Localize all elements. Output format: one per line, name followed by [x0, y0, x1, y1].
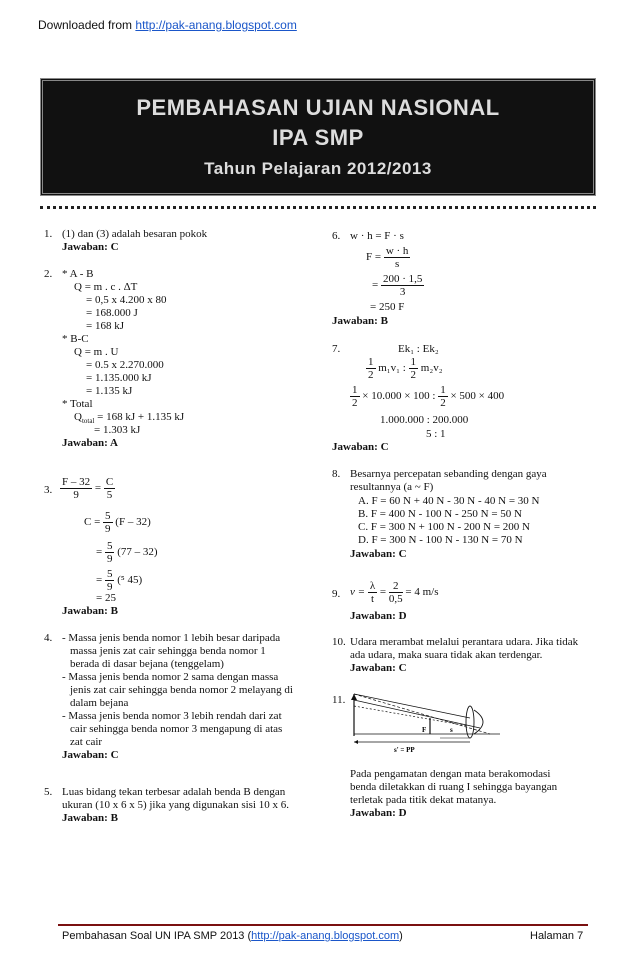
q3-step1: C = $\frac{5}{9}$ (F – 32): [84, 510, 151, 535]
q6-line: w · h = F · s: [350, 230, 404, 242]
source-link[interactable]: http://pak-anang.blogspot.com: [135, 18, 297, 32]
q4-answer: Jawaban: C: [62, 749, 119, 761]
q8-option-d: D. F = 300 N - 100 N - 130 N = 70 N: [358, 534, 523, 546]
q11-line: Pada pengamatan dengan mata berakomodasi: [350, 768, 551, 780]
q2-total: $Q_{total} = 168$ kJ + 1.135 kJ: [74, 411, 185, 426]
eye-lens-diagram: [350, 690, 510, 754]
q6-answer: Jawaban: B: [332, 315, 388, 327]
q1-answer: Jawaban: C: [62, 241, 119, 253]
banner-subject: IPA SMP: [272, 125, 364, 150]
q2-line: = 1.303 kJ: [94, 424, 141, 436]
footer-link[interactable]: http://pak-anang.blogspot.com: [251, 930, 400, 942]
q1-text: (1) dan (3) adalah besaran pokok: [62, 228, 208, 240]
q8-line: Besarnya percepatan sebanding dengan gaya: [350, 468, 547, 480]
q8-option-b: B. F = 400 N - 100 N - 250 N = 50 N: [358, 508, 522, 520]
label-sp: s' = PP: [394, 746, 415, 754]
q4-line: jenis zat cair sehingga benda nomor 2 melayang di: [70, 684, 293, 696]
q7-line: Ek₁ : Ek₂: [398, 343, 439, 355]
q8-option-c: C. F = 300 N + 100 N - 200 N = 200 N: [358, 521, 531, 533]
q2-line: = 0,5 x 4.200 x 80: [86, 294, 167, 306]
q6-result: = 250 F: [370, 301, 405, 313]
q4-number: 4.: [44, 632, 53, 644]
q3-result: = 25: [96, 592, 116, 604]
q8-number: 8.: [332, 468, 341, 480]
q11-number: 11.: [332, 694, 346, 706]
q3-number: 3.: [44, 484, 53, 496]
q3-answer: Jawaban: B: [62, 605, 118, 617]
q8-option-a: A. F = 60 N + 40 N - 30 N - 40 N = 30 N: [358, 495, 540, 507]
left-column: [44, 228, 306, 848]
footer-rule: [58, 924, 588, 926]
page-number: Halaman 7: [530, 930, 584, 942]
footer-text: Pembahasan Soal UN IPA SMP 2013 (http://pak-anang.blogspot.com): [62, 930, 403, 942]
label-f: F: [422, 726, 427, 734]
q5-line: ukuran (10 x 6 x 5) jika yang digunakan sisi 10 x 6.: [62, 799, 289, 811]
q4-line: - Massa jenis benda nomor 2 sama dengan massa: [62, 671, 279, 683]
q7-line: 5 : 1: [426, 428, 446, 440]
q3-step2: = $\frac{5}{9}$ (77 – 32): [96, 540, 158, 565]
q4-line: dalam bejana: [70, 697, 129, 709]
q7-number: 7.: [332, 343, 341, 355]
q7-answer: Jawaban: C: [332, 441, 389, 453]
q2-line: = 0.5 x 2.270.000: [86, 359, 164, 371]
q10-answer: Jawaban: C: [350, 662, 407, 674]
q2-number: 2.: [44, 268, 53, 280]
q2-answer: Jawaban: A: [62, 437, 118, 449]
label-s: s: [450, 726, 453, 734]
q5-line: Luas bidang tekan terbesar adalah benda B dengan: [62, 786, 286, 798]
q9-answer: Jawaban: D: [350, 610, 407, 622]
download-source: Downloaded from http://pak-anang.blogspot.com: [38, 18, 297, 32]
q7-row3: $\frac{1}{2}$ × 10.000 × 100 : $\frac{1}{2}$ × 500 × 400: [352, 384, 505, 409]
q2-line: * B-C: [62, 333, 89, 345]
banner-title: PEMBAHASAN UJIAN NASIONAL: [136, 95, 500, 120]
q2-line: Q = m . c . ΔT: [74, 281, 138, 293]
q9-number: 9.: [332, 588, 341, 600]
q2-line: = 1.135.000 kJ: [86, 372, 152, 384]
q11-line: terletak pada titik dekat matanya.: [350, 794, 497, 806]
q9-formula: v = $\frac{\lambda}{t}$ = $\frac{2}{0,5}$ = 4 m/s: [350, 580, 439, 605]
q4-line: berada di dasar bejana (tenggelam): [70, 658, 224, 670]
q6-formula: F = $\frac{w \cdot h}{s}$: [366, 245, 409, 270]
title-banner: [40, 78, 596, 196]
q2-line: Q = m . U: [74, 346, 119, 358]
q2-line: = 168.000 J: [86, 307, 138, 319]
q5-number: 5.: [44, 786, 53, 798]
q4-line: massa jenis zat cair sehingga benda nomor 1: [70, 645, 266, 657]
q7-line: 1.000.000 : 200.000: [380, 414, 469, 426]
q2-line: * Total: [62, 398, 93, 410]
right-column: [332, 228, 600, 848]
banner-year: Tahun Pelajaran 2012/2013: [204, 159, 432, 178]
q6-sub: = $\frac{200 \cdot 1,5}{3}$: [372, 273, 423, 298]
dotted-divider: [40, 206, 596, 209]
q3-step3: = $\frac{5}{9}$ (⁵ 45): [96, 568, 143, 593]
q2-line: = 168 kJ: [86, 320, 124, 332]
q11-line: benda diletakkan di ruang I sehingga bayangan: [350, 781, 558, 793]
q10-line: Udara merambat melalui perantara udara. Jika tidak: [350, 636, 579, 648]
q3-equation: $\frac{F - 32}{9}$ = $\frac{C}{5}$: [62, 476, 114, 501]
q2-line: * A - B: [62, 268, 94, 280]
q8-line: resultannya (a ~ F): [350, 481, 434, 493]
q8-answer: Jawaban: C: [350, 548, 407, 560]
q4-line: cair sehingga benda nomor 3 mengapung di atas: [70, 723, 283, 735]
q2-line: = 1.135 kJ: [86, 385, 133, 397]
q7-row2: $\frac{1}{2}$ m₁v₁ : $\frac{1}{2}$ m₂v₂: [368, 356, 443, 381]
q10-line: ada udara, maka suara tidak akan terdengar.: [350, 649, 543, 661]
q5-answer: Jawaban: B: [62, 812, 118, 824]
q10-number: 10.: [332, 636, 346, 648]
q4-line: - Massa jenis benda nomor 1 lebih besar daripada: [62, 632, 281, 644]
q4-line: - Massa jenis benda nomor 3 lebih rendah dari zat: [62, 710, 282, 722]
q6-number: 6.: [332, 230, 341, 242]
q1-number: 1.: [44, 228, 53, 240]
q11-answer: Jawaban: D: [350, 807, 407, 819]
q4-line: zat cair: [70, 736, 103, 748]
